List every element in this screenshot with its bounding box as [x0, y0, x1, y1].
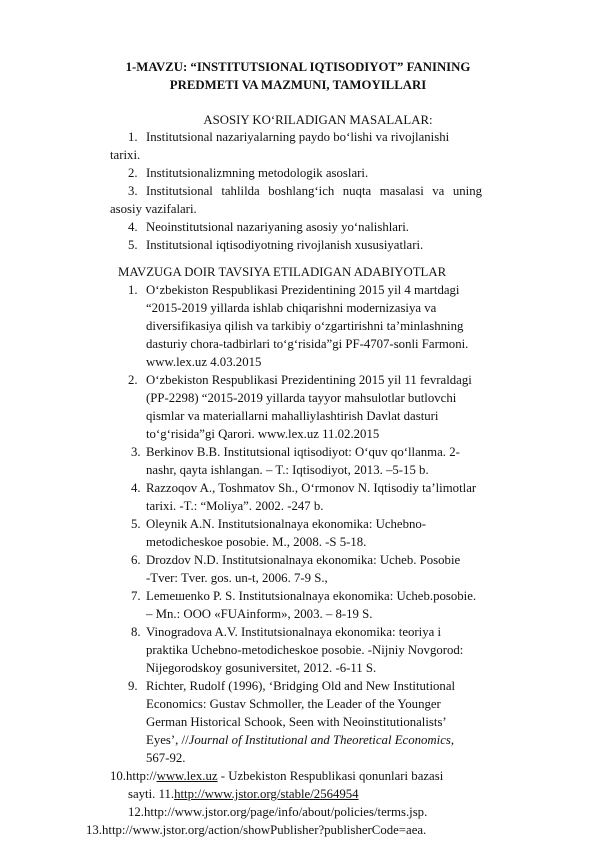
ref-12: 12.http://www.jstor.org/page/info/about/policies/terms.jsp.	[128, 805, 428, 819]
issue-text: Institutsional iqtisodiyotning rivojlanish xususiyatlari.	[146, 238, 424, 252]
ref-text-part: - Uzbekiston Respublikasi qonunlari bazasi	[217, 769, 444, 783]
ref-text: nashr, qayta ishlangan. – T.: Iqtisodiyot, 2013. –5-15 b.	[146, 463, 429, 477]
ref-text: Vinogradova A.V. Institutsionalnaya ekonomika: teoriya i	[146, 625, 442, 639]
ref-text: O‘zbekiston Respublikasi Prezidentining 2015 yil 4 martdagi	[146, 283, 460, 297]
issue-text: Institutsional nazariyalarning paydo bo‘lishi va rivojlanishi	[146, 130, 450, 144]
ref-text: Nijegorodskoy gosuniversitet, 2012. -6-11 S.	[146, 661, 377, 675]
ref-text: German Historical Schook, Seen with Neoinstitutionalists’	[146, 715, 447, 729]
ref-number: 5.	[131, 517, 141, 531]
ref-text: Razzoqov A., Toshmatov Sh., O‘rmonov N. Iqtisodiy ta’limotlar	[146, 481, 477, 495]
literature-heading: MAVZUGA DOIR TAVSIYA ETILADIGAN ADABIYOTLAR	[118, 265, 447, 279]
ref-text: metodicheskoe posobie. M., 2008. -S 5-18.	[146, 535, 367, 549]
issue-number: 3.	[128, 184, 138, 198]
title-line-1: 1-MAVZU: “INSTITUTSIONAL IQTISODIYOT” FANINING	[125, 60, 471, 74]
issue-number: 1.	[128, 130, 138, 144]
issue-number: 5.	[128, 238, 138, 252]
jstor-stable-link[interactable]: http://www.jstor.org/stable/2564954	[174, 787, 359, 801]
ref-10-11	[128, 785, 359, 803]
issue-text: asosiy vazifalari.	[110, 202, 197, 216]
ref-text-part: ,	[450, 733, 455, 747]
ref-text: -Tver: Tver. gos. un-t, 2006. 7-9 S.,	[146, 571, 328, 585]
lex-uz-link[interactable]: www.lex.uz	[156, 769, 218, 783]
ref-text: Oleynik A.N. Institutsionalnaya ekonomika: Uchebno-	[146, 517, 427, 531]
issue-text: tarixi.	[110, 148, 141, 162]
ref-text: 567-92.	[146, 751, 186, 765]
ref-number: 10.	[110, 769, 126, 783]
ref-10	[110, 767, 443, 785]
ref-text: – Mn.: OOO «FUAinform», 2003. – 8-19 S.	[146, 607, 373, 621]
ref-text: tarixi. -T.: “Moliya”. 2002. -247 b.	[146, 499, 324, 513]
issues-heading: ASOSIY KO‘RILADIGAN MASALALAR:	[203, 113, 433, 127]
ref-text	[146, 731, 454, 749]
issue-number: 4.	[128, 220, 138, 234]
ref-text: www.lex.uz 4.03.2015	[146, 355, 262, 369]
journal-title: Journal of Institutional and Theoretical Economics	[188, 733, 451, 747]
title-line-2: PREDMETI VA MAZMUNI, TAMOYILLARI	[169, 78, 427, 92]
ref-text: dasturiy chora-tadbirlari to‘g‘risida”gi PF-4707-sonli Farmoni.	[146, 337, 469, 351]
ref-text: praktika Uchebno-metodicheskoe posobie. -Nijniy Novgorod:	[146, 643, 464, 657]
ref-number: 8.	[131, 625, 141, 639]
ref-text: Drozdov N.D. Institutsionalnaya ekonomika: Ucheb. Posobie	[146, 553, 461, 567]
ref-text: Richter, Rudolf (1996), ‘Bridging Old and New Institutional	[146, 679, 456, 693]
ref-text: diversifikasiya qilish va tarkibiy o‘zgartirishni ta’minlashning	[146, 319, 464, 333]
ref-text: qismlar va materiallarni mahalliylashtirish Davlat dasturi	[146, 409, 439, 423]
ref-number: 3.	[131, 445, 141, 459]
ref-number: 9.	[128, 679, 138, 693]
issue-number: 2.	[128, 166, 138, 180]
ref-text: Lemeшenko P. S. Institutsionalnaya ekonomika: Ucheb.posobie.	[146, 589, 477, 603]
ref-text-part: sayti. 11.	[128, 787, 175, 801]
issue-text: Neoinstitutsional nazariyaning asosiy yo‘nalishlari.	[146, 220, 409, 234]
ref-number: 1.	[128, 283, 138, 297]
ref-text: to‘g‘risida”gi Qarori. www.lex.uz 11.02.2015	[146, 427, 380, 441]
ref-text: O‘zbekiston Respublikasi Prezidentining 2015 yil 11 fevraldagi	[146, 373, 472, 387]
ref-number: 6.	[131, 553, 141, 567]
ref-number: 2.	[128, 373, 138, 387]
ref-number: 4.	[131, 481, 141, 495]
ref-text: (PP-2298) “2015-2019 yillarda tayyor mahsulotlar butlovchi	[146, 391, 457, 405]
ref-number: 7.	[131, 589, 141, 603]
ref-13: 13.http://www.jstor.org/action/showPublisher?publisherCode=aea.	[86, 823, 427, 837]
ref-text-part: http://	[126, 769, 157, 783]
issue-text: Institutsionalizmning metodologik asoslari.	[146, 166, 369, 180]
ref-text: “2015-2019 yillarda ishlab chiqarishni modernizasiya va	[146, 301, 437, 315]
issue-text: Institutsional tahlilda boshlang‘ich nuqta masalasi va uning	[146, 184, 482, 198]
ref-text-part: Eyes’, //	[146, 733, 189, 747]
ref-text: Berkinov B.B. Institutsional iqtisodiyot: O‘quv qo‘llanma. 2-	[146, 445, 460, 459]
ref-text: Economics: Gustav Schmoller, the Leader of the Younger	[146, 697, 441, 711]
